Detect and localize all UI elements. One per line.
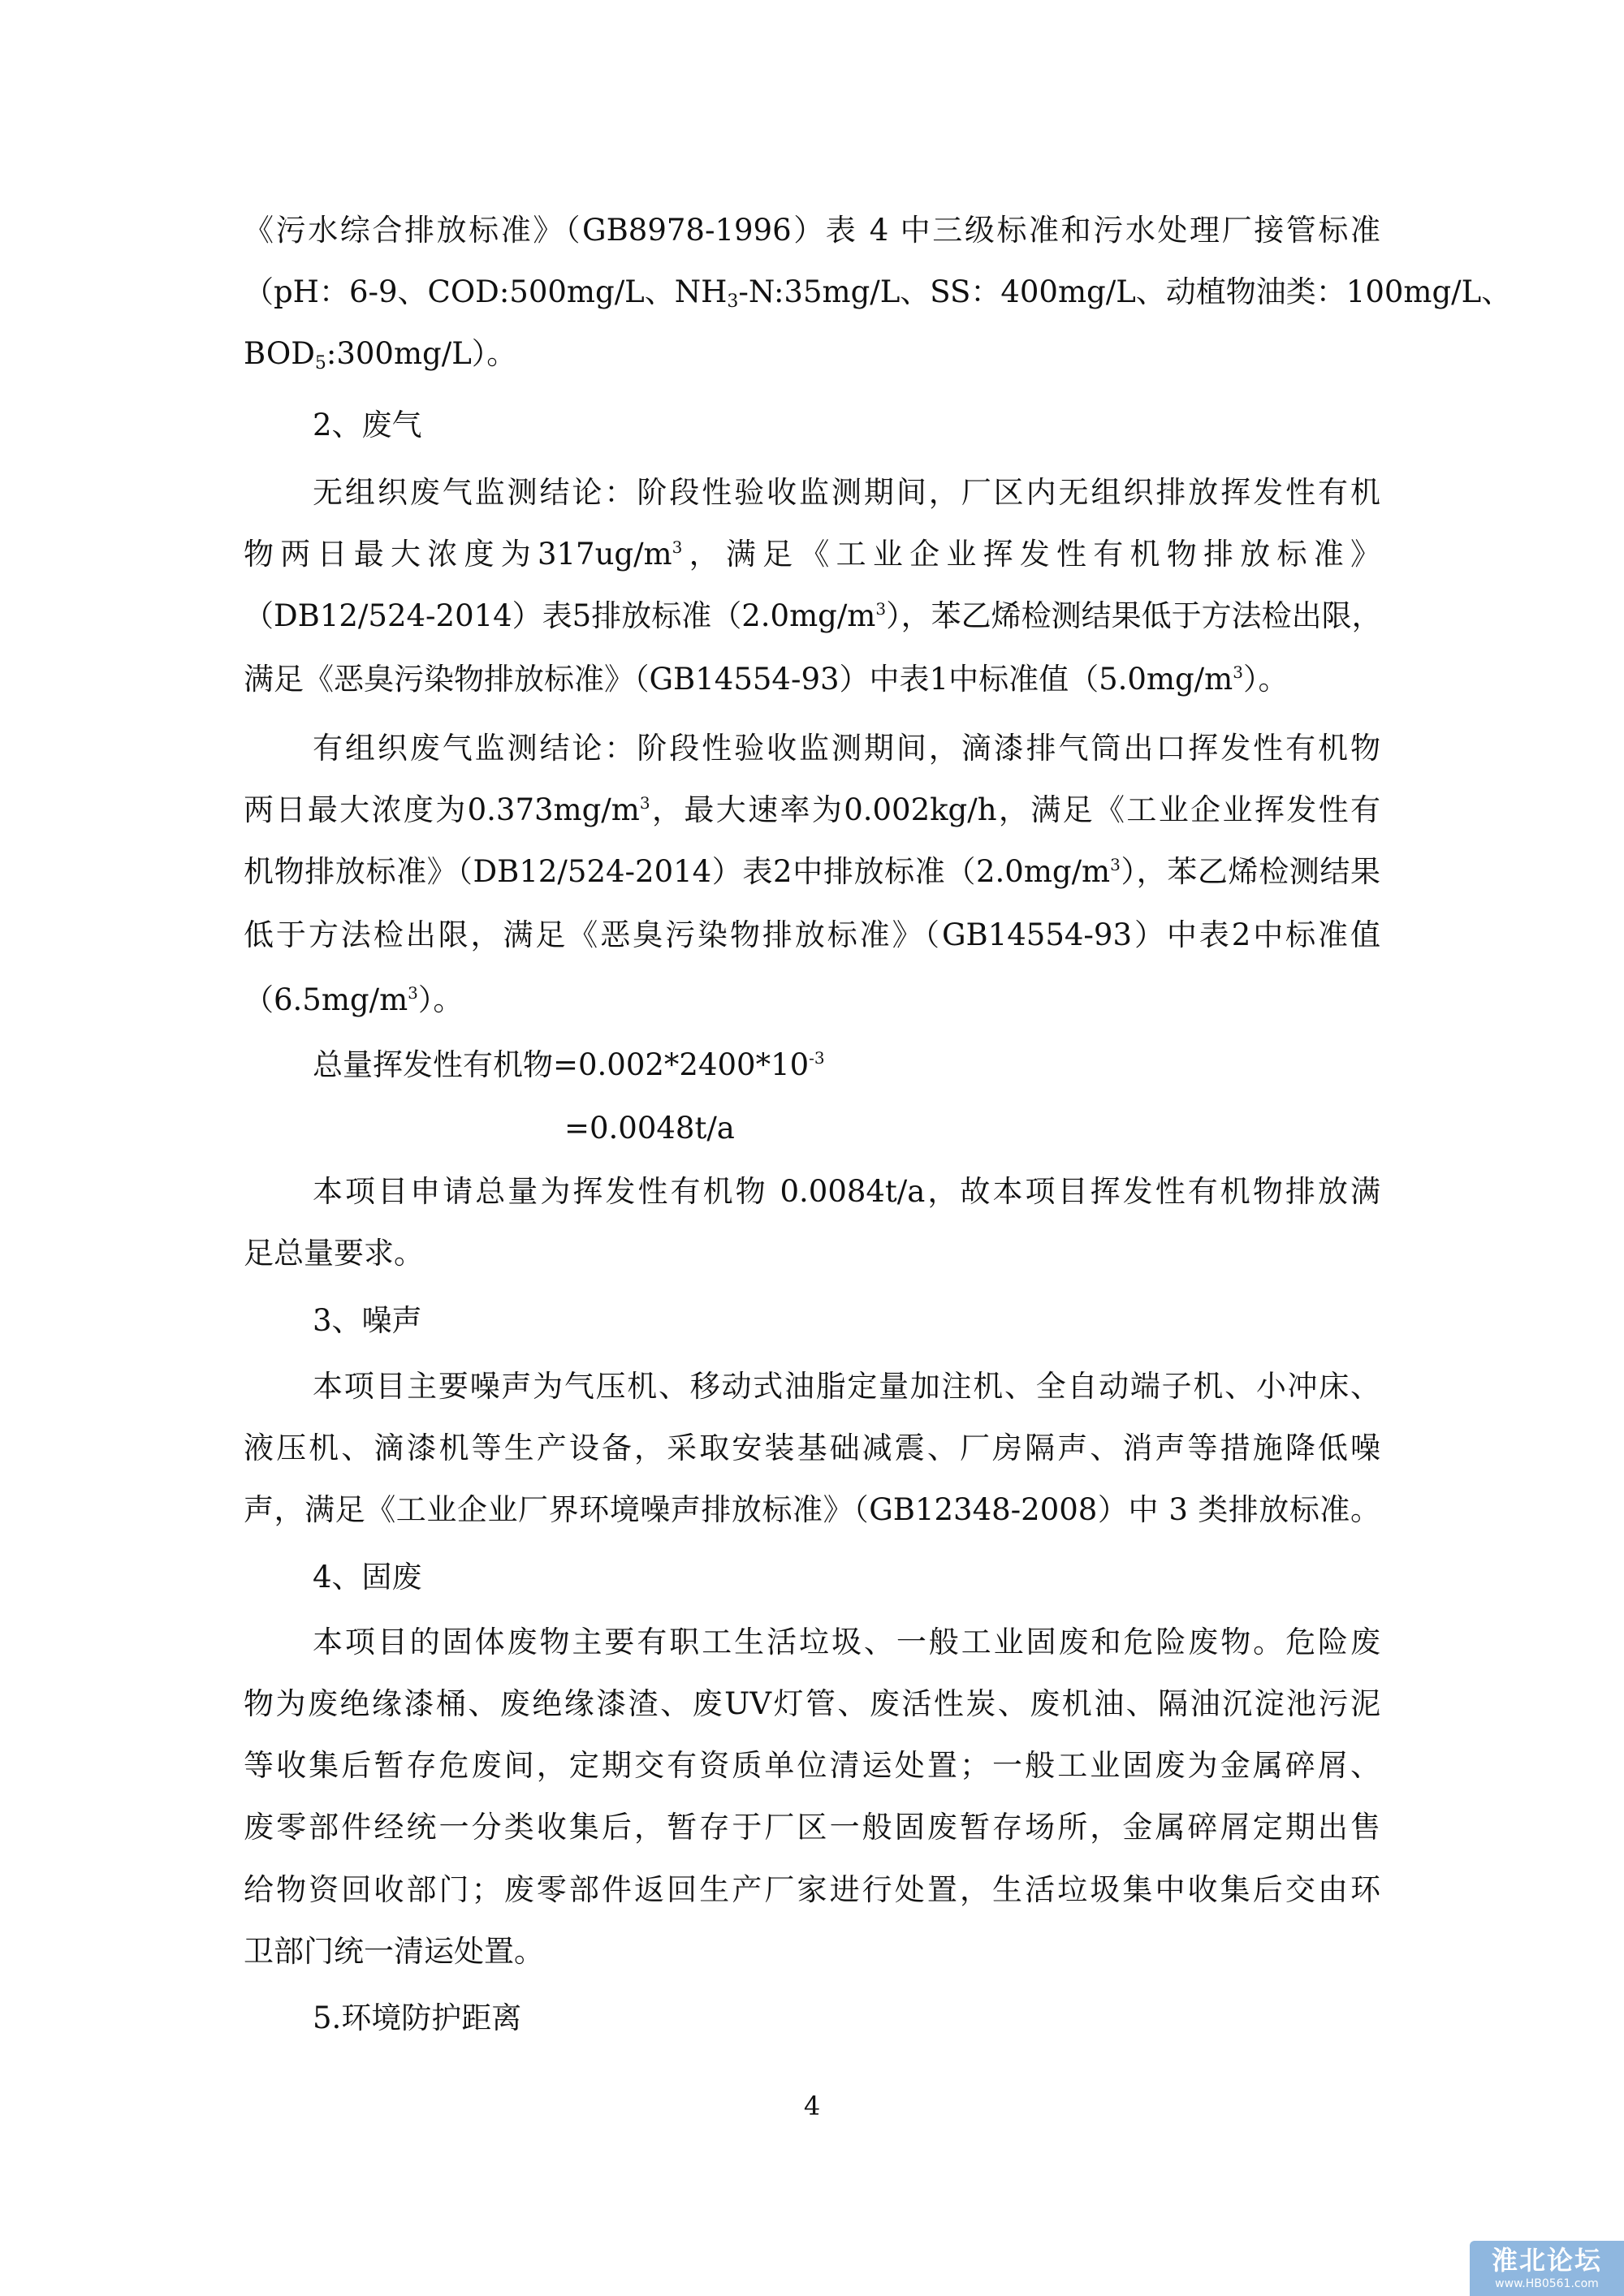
watermark-url: www.HB0561.com <box>1495 2277 1599 2290</box>
unorganized-exhaust-line-1: 无组织废气监测结论：阶段性验收监测期间，厂区内无组织排放挥发性有机 <box>313 475 1380 510</box>
section-heading-protection-distance: 5.环境防护距离 <box>313 2000 522 2035</box>
section-heading-solid-waste: 4、固废 <box>313 1560 422 1595</box>
unorganized-exhaust-line-2: 物两日最大浓度为$317ug/m^3$，满足《工业企业挥发性有机物排放标准》 <box>244 537 1381 572</box>
solid-waste-line-2: 物为废绝缘漆桶、废绝缘漆渣、废UV灯管、废活性炭、废机油、隔油沉淀池污泥 <box>244 1686 1380 1721</box>
solid-waste-line-6: 卫部门统一清运处置。 <box>244 1934 544 1969</box>
solid-waste-line-1: 本项目的固体废物主要有职工生活垃圾、一般工业固废和危险废物。危险废 <box>313 1625 1380 1659</box>
solid-waste-line-3: 等收集后暂存危废间，定期交有资质单位清运处置；一般工业固废为金属碎屑、 <box>244 1748 1380 1783</box>
forum-watermark <box>1470 2241 1624 2296</box>
applied-total-line-1: 本项目申请总量为挥发性有机物 0.0084t/a，故本项目挥发性有机物排放满 <box>313 1174 1380 1209</box>
organized-exhaust-line-3: 机物排放标准》（DB12/524-2014）表2中排放标准$(2.0mg/m^3)$，苯乙烯检测结果 <box>244 854 1380 889</box>
wastewater-line-1: 《污水综合排放标准》（GB8978-1996）表 4 中三级标准和污水处理厂接管标准 <box>244 213 1380 248</box>
noise-line-1: 本项目主要噪声为气压机、移动式油脂定量加注机、全自动端子机、小冲床、 <box>313 1369 1380 1404</box>
total-voc-result: =0.0048t/a <box>564 1111 735 1146</box>
section-heading-noise: 3、噪声 <box>313 1303 422 1338</box>
organized-exhaust-line-5: $(6.5mg/m^3)$。 <box>244 982 464 1017</box>
unorganized-exhaust-line-4: 满足《恶臭污染物排放标准》（GB14554-93）中表1中标准值$(5.0mg/m^3)$。 <box>244 662 1289 697</box>
section-heading-exhaust: 2、废气 <box>313 408 422 442</box>
total-voc-formula: 总量挥发性有机物$=0.002*2400*10^{-3}$ <box>313 1047 825 1082</box>
wastewater-line-2: （pH：6-9、COD:500mg/L、$NH_3-N:35mg/L$、SS：400mg/L、动植物油类：100mg/L、 <box>244 274 1512 312</box>
solid-waste-line-4: 废零部件经统一分类收集后，暂存于厂区一般固废暂存场所，金属碎屑定期出售 <box>244 1810 1380 1845</box>
solid-waste-line-5: 给物资回收部门；废零部件返回生产厂家进行处置，生活垃圾集中收集后交由环 <box>244 1872 1380 1907</box>
wastewater-line-3: $BOD_5:300mg/L$）。 <box>244 336 517 373</box>
noise-line-2: 液压机、滴漆机等生产设备，采取安装基础减震、厂房隔声、消声等措施降低噪 <box>244 1431 1380 1465</box>
watermark-title: 淮北论坛 <box>1491 2245 1602 2276</box>
applied-total-line-2: 足总量要求。 <box>244 1236 424 1271</box>
noise-line-3: 声，满足《工业企业厂界环境噪声排放标准》（GB12348-2008）中 3 类排放标准。 <box>244 1492 1380 1527</box>
organized-exhaust-line-4: 低于方法检出限，满足《恶臭污染物排放标准》（GB14554-93）中表2中标准值 <box>244 917 1380 952</box>
page-number: 4 <box>803 2091 821 2121</box>
organized-exhaust-line-2: 两日最大浓度为$0.373mg/m^3$，最大速率为0.002kg/h，满足《工业企业挥发性有 <box>244 792 1380 827</box>
unorganized-exhaust-line-3: （DB12/524-2014）表5排放标准$(2.0mg/m^3)$，苯乙烯检测结果低于方法检出限， <box>244 598 1382 633</box>
organized-exhaust-line-1: 有组织废气监测结论：阶段性验收监测期间，滴漆排气筒出口挥发性有机物 <box>313 731 1380 766</box>
